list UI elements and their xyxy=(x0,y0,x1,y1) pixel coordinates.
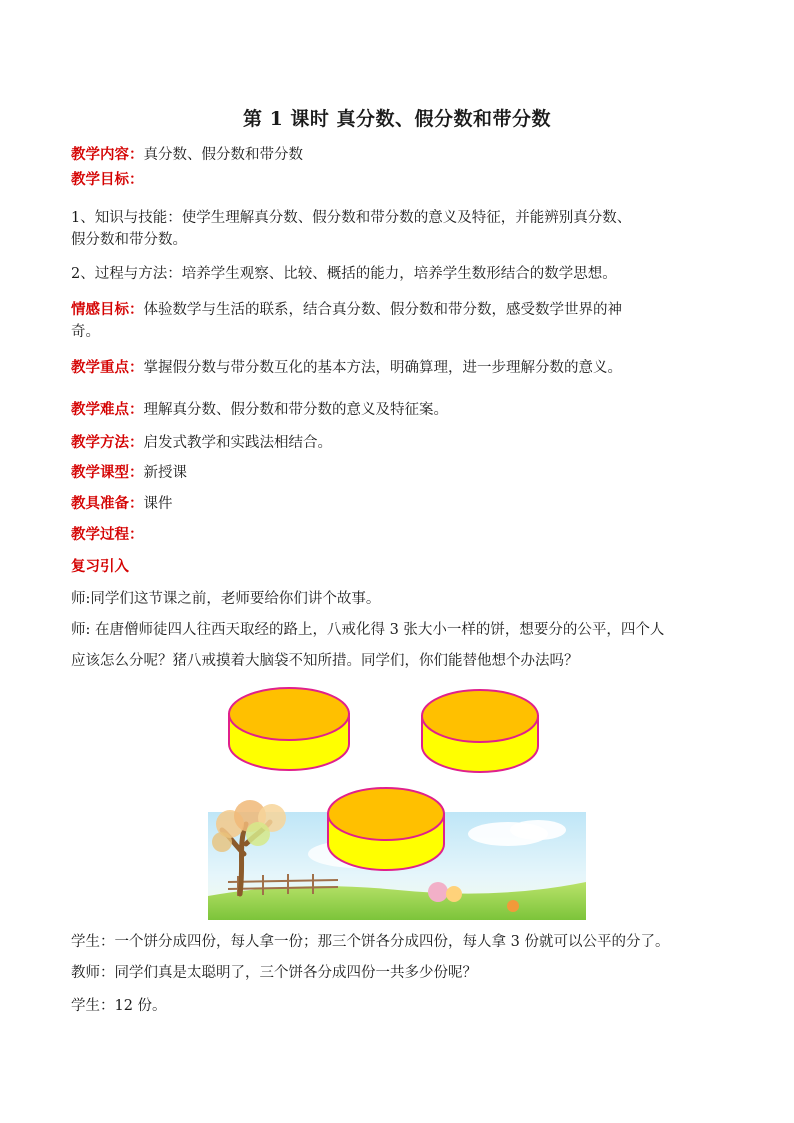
type-text: 新授课 xyxy=(143,465,187,481)
cakes-illustration-svg xyxy=(208,684,586,920)
content-label: 教学内容： xyxy=(71,146,144,163)
cake-1 xyxy=(229,688,349,770)
review-heading xyxy=(71,555,736,579)
dialog-teacher-2-line1: 师: 在唐僧师徒四人往西天取经的路上，八戒化得 3 张大小一样的饼，想要分的公平，四个人 xyxy=(71,622,665,638)
type-label: 教学课型： xyxy=(71,464,144,481)
difficulty-line xyxy=(71,398,736,422)
goal1-line1: 1、知识与技能：使学生理解真分数、假分数和带分数的意义及特征，并能辨别真分数、 xyxy=(71,210,632,226)
cake-2 xyxy=(422,690,538,772)
content-line xyxy=(71,143,736,167)
dialog-teacher-1: 师:同学们这节课之前，老师要给你们讲个故事。 xyxy=(71,591,381,607)
emotion-line2: 奇。 xyxy=(71,324,100,340)
tools-label: 教具准备： xyxy=(71,495,144,512)
goal2-line: 2、过程与方法：培养学生观察、比较、概括的能力，培养学生数形结合的数学思想。 xyxy=(71,266,617,282)
goals-heading xyxy=(71,168,736,192)
emotion-line1 xyxy=(71,298,736,322)
method-text: 启发式教学和实践法相结合。 xyxy=(143,435,332,451)
dialog-teacher-3: 教师：同学们真是太聪明了，三个饼各分成四份一共多少份呢？ xyxy=(71,965,477,981)
dialog-student-2: 学生：12 份。 xyxy=(71,998,167,1014)
dialog-student-1: 学生：一个饼分成四份，每人拿一份；那三个饼各分成四份，每人拿 3 份就可以公平的分了。 xyxy=(71,934,670,950)
cake-3 xyxy=(328,788,444,870)
content-text: 真分数、假分数和带分数 xyxy=(143,147,303,163)
emotion-text: 体验数学与生活的联系，结合真分数、假分数和带分数，感受数学世界的神 xyxy=(143,302,622,318)
cakes-illustration xyxy=(208,684,586,920)
goal1-line2: 假分数和带分数。 xyxy=(71,232,187,248)
tools-text: 课件 xyxy=(143,496,173,512)
lesson-title: 第 1 课时 真分数、假分数和带分数 xyxy=(242,108,552,130)
review-label: 复习引入 xyxy=(71,558,129,575)
key-text: 掌握假分数与带分数互化的基本方法，明确算理，进一步理解分数的意义。 xyxy=(143,360,622,376)
difficulty-text: 理解真分数、假分数和带分数的意义及特征案。 xyxy=(143,402,448,418)
goals-label: 教学目标： xyxy=(71,171,144,188)
tools-line xyxy=(71,492,736,516)
emotion-label: 情感目标： xyxy=(71,301,144,318)
small-animal xyxy=(507,900,519,912)
method-label: 教学方法： xyxy=(71,434,144,451)
process-label: 教学过程： xyxy=(71,526,144,543)
process-heading xyxy=(71,523,736,547)
key-line xyxy=(71,356,736,380)
difficulty-label: 教学难点： xyxy=(71,401,144,418)
key-label: 教学重点： xyxy=(71,359,144,376)
type-line xyxy=(71,461,736,485)
method-line xyxy=(71,431,736,455)
dialog-teacher-2-line2: 应该怎么分呢？猪八戒摸着大脑袋不知所措。同学们，你们能替他想个办法吗？ xyxy=(71,653,579,669)
